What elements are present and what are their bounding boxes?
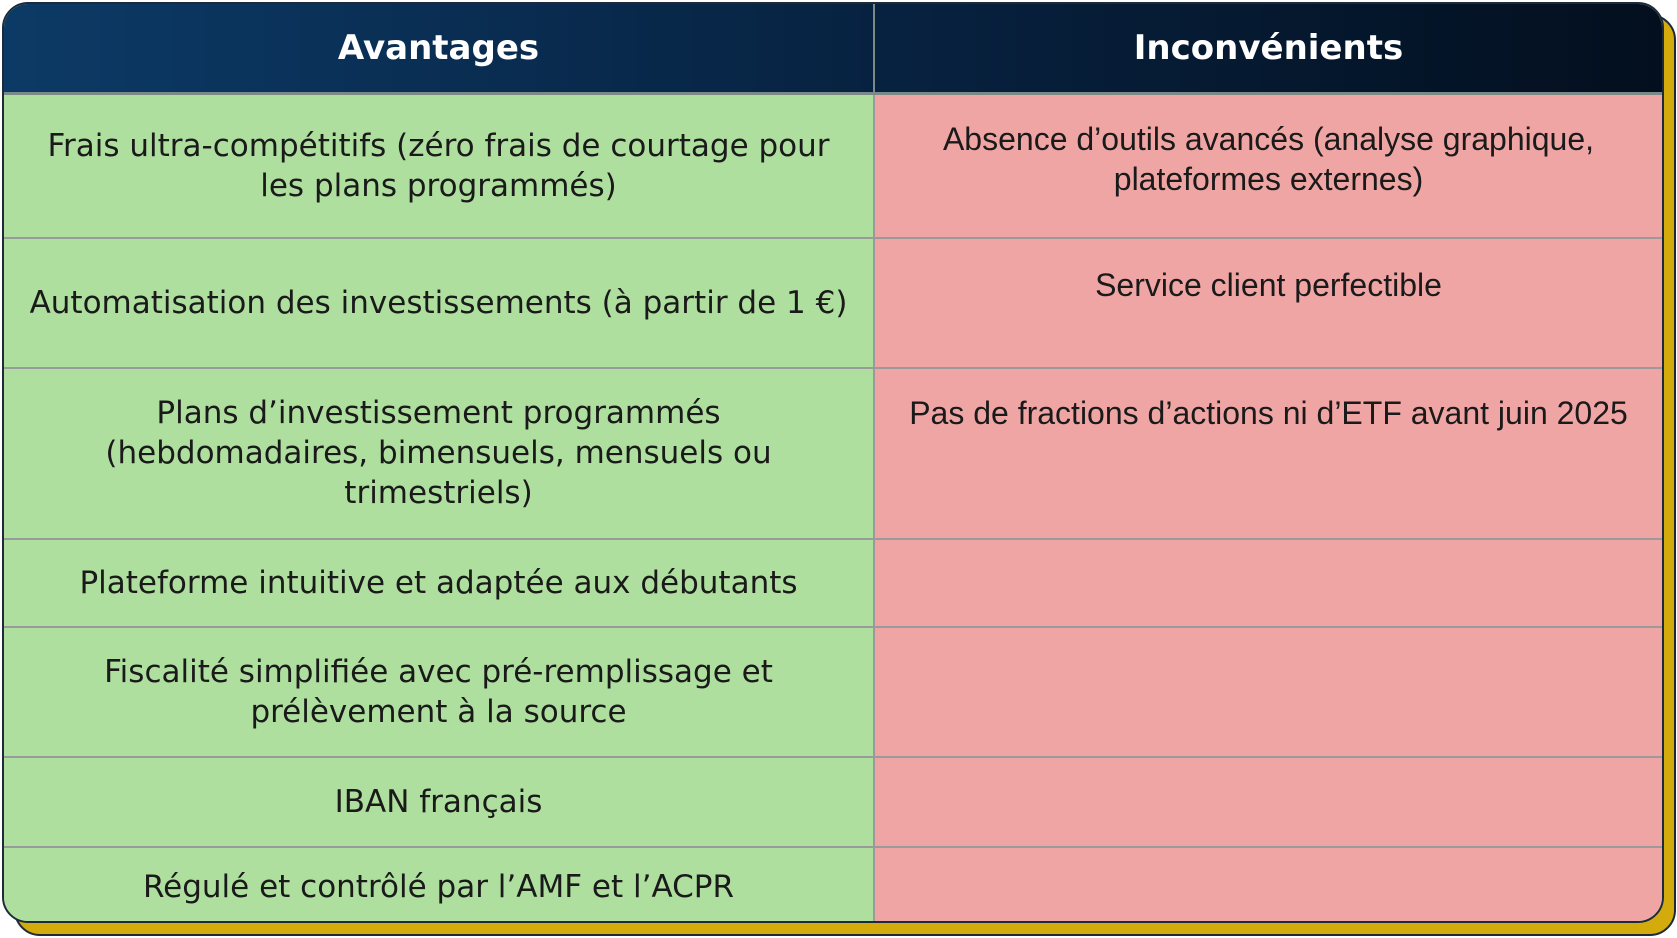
table-row bbox=[4, 757, 1662, 847]
disadvantage-cell bbox=[874, 539, 1662, 627]
disadvantage-cell: Absence d’outils avancés (analyse graphique, plateformes externes) bbox=[874, 94, 1662, 238]
pros-cons-table bbox=[2, 2, 1664, 923]
table-row bbox=[4, 94, 1662, 238]
disadvantage-cell: Pas de fractions d’actions ni d’ETF avant juin 2025 bbox=[874, 368, 1662, 539]
header-disadvantages: Inconvénients bbox=[874, 4, 1662, 94]
advantage-cell: Frais ultra-compétitifs (zéro frais de courtage pour les plans programmés) bbox=[4, 94, 874, 238]
advantage-cell: Régulé et contrôlé par l’AMF et l’ACPR bbox=[4, 847, 874, 924]
table-row bbox=[4, 539, 1662, 627]
table-row bbox=[4, 847, 1662, 924]
table-row bbox=[4, 368, 1662, 539]
advantage-cell: Fiscalité simplifiée avec pré-remplissage et prélèvement à la source bbox=[4, 627, 874, 757]
table-header bbox=[4, 4, 1662, 94]
disadvantage-cell bbox=[874, 847, 1662, 924]
advantage-cell: Plateforme intuitive et adaptée aux débutants bbox=[4, 539, 874, 627]
advantage-cell: Automatisation des investissements (à partir de 1 €) bbox=[4, 238, 874, 368]
advantage-cell: Plans d’investissement programmés (hebdomadaires, bimensuels, mensuels ou trimestriels) bbox=[4, 368, 874, 539]
advantage-cell: IBAN français bbox=[4, 757, 874, 847]
header-advantages: Avantages bbox=[4, 4, 874, 94]
table-row bbox=[4, 238, 1662, 368]
disadvantage-cell bbox=[874, 627, 1662, 757]
table-row bbox=[4, 627, 1662, 757]
disadvantage-cell: Service client perfectible bbox=[874, 238, 1662, 368]
disadvantage-cell bbox=[874, 757, 1662, 847]
